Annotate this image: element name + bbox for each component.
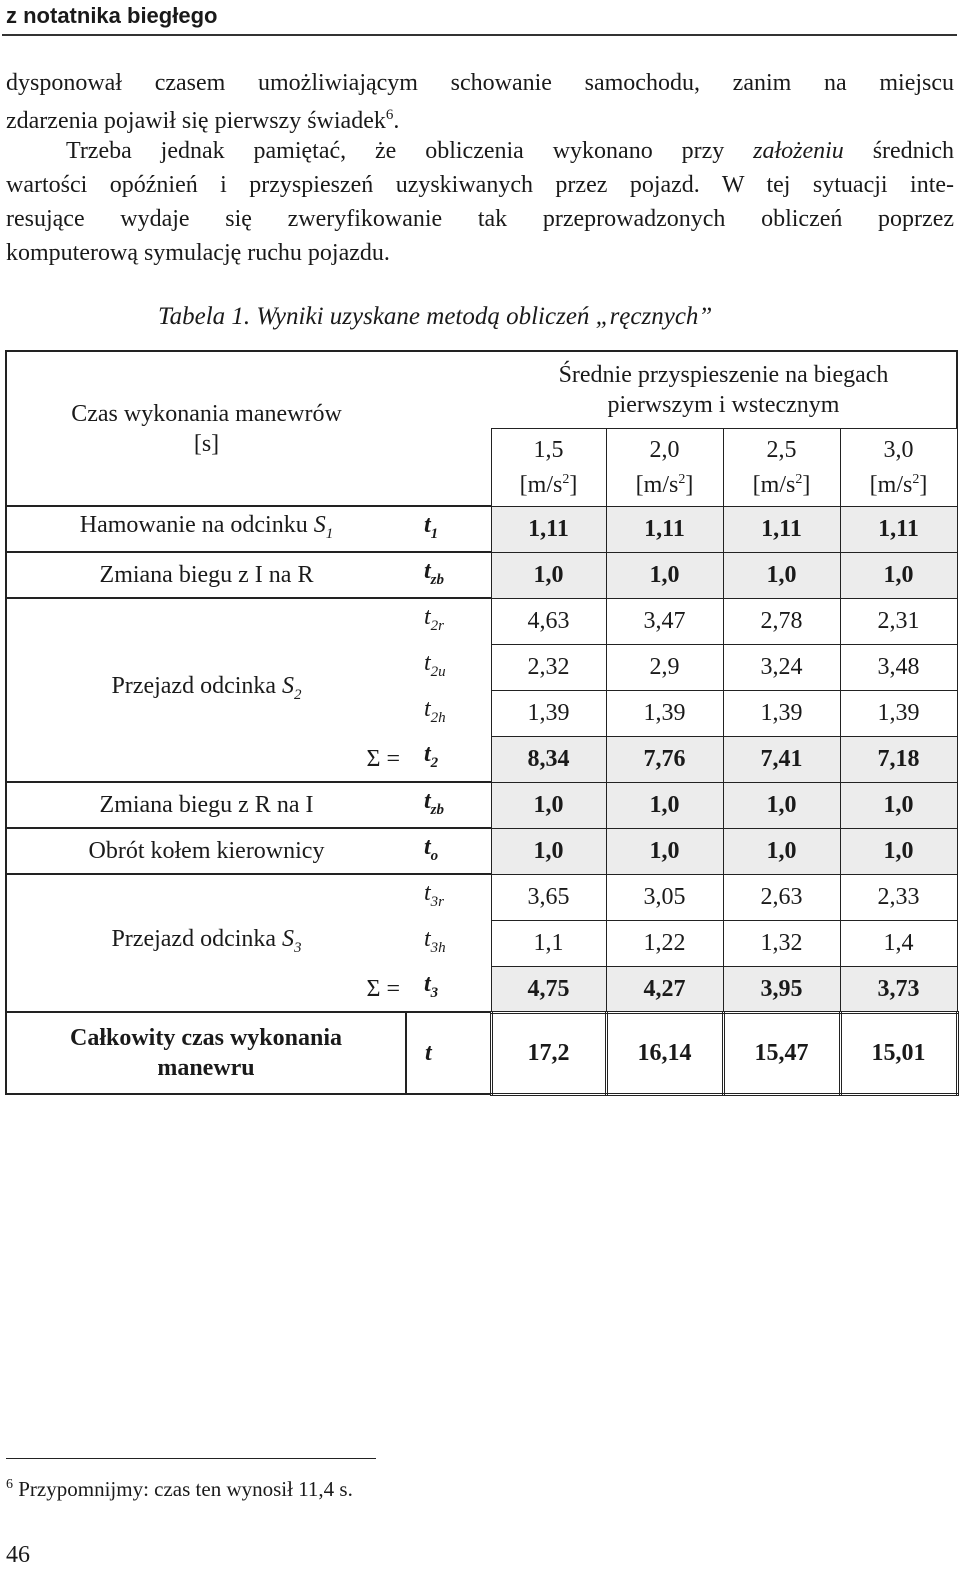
value-cell: 1,11 <box>723 506 840 552</box>
value-cell: 1,39 <box>606 690 723 736</box>
head-group: Średnie przyspieszenie na biegach pierwszym i wstecznym <box>491 351 957 428</box>
value-cell: 1,11 <box>606 506 723 552</box>
value-cell: 3,73 <box>840 966 957 1012</box>
row-symbol: $t_o$ <box>406 828 491 874</box>
row-label: Obrót kołem kierownicy <box>6 828 406 874</box>
body-line-6: komputerową symulację ruchu pojazdu. <box>6 240 390 266</box>
row-symbol: $t_{zb}$ <box>406 552 491 598</box>
value-cell: 1,0 <box>840 782 957 828</box>
italic-word: założeniu <box>753 138 844 164</box>
table-row <box>6 506 957 552</box>
value-cell: 1,22 <box>606 920 723 966</box>
value-cell: 1,0 <box>606 828 723 874</box>
body-line-1: dysponował czasem umożliwiającym schowanie samochodu, zanim na miejscu <box>6 70 954 96</box>
row-symbol: t <box>406 1012 491 1094</box>
row-symbol: $t_{2h}$ <box>424 695 446 726</box>
head-accel-4: 3,0 $[m/s^2]$ <box>840 428 957 506</box>
body-line-2: zdarzenia pojawił się pierwszy świadek$^6$. <box>6 107 400 134</box>
table-row <box>6 1012 957 1094</box>
head-accel-2: 2,0 $[m/s^2]$ <box>606 428 723 506</box>
value-cell: 7,18 <box>840 736 957 782</box>
table-row <box>6 874 957 920</box>
table-row <box>6 782 957 828</box>
value-cell: 7,41 <box>723 736 840 782</box>
value-cell: 2,9 <box>606 644 723 690</box>
row-symbol: $t_{2r}$ <box>424 604 445 634</box>
value-cell: 15,47 <box>723 1012 840 1094</box>
row-label: Hamowanie na odcinku $S_1$ <box>6 506 406 552</box>
body-line-4: wartości opóźnień i przyspieszeń uzyskiwanych przez pojazd. W tej sytuacji inte- <box>6 172 954 198</box>
footnote-separator <box>6 1458 376 1459</box>
sigma-label: Σ = <box>6 736 406 782</box>
results-table <box>5 350 959 1096</box>
row-symbol: $t_{zb}$ <box>406 782 491 828</box>
value-cell: 3,95 <box>723 966 840 1012</box>
value-cell: 2,32 <box>491 644 606 690</box>
footnote-ref: 6 <box>385 107 394 123</box>
table-row <box>6 966 957 1012</box>
value-cell: 3,24 <box>723 644 840 690</box>
value-cell: 1,0 <box>840 552 957 598</box>
row-symbol: $t_{2u}$ <box>424 649 446 680</box>
value-cell: 1,11 <box>491 506 606 552</box>
value-cell: 2,33 <box>840 874 957 920</box>
row-label: Przejazd odcinka $S_2$ <box>6 598 406 736</box>
row-symbol: $t_1$ <box>406 506 491 552</box>
value-cell: 1,0 <box>491 552 606 598</box>
footnote: $^6$ Przypomnijmy: czas ten wynosił 11,4 s. <box>6 1477 353 1501</box>
table-row <box>6 598 957 644</box>
row-symbol: $t_{3r}$ <box>424 880 445 910</box>
value-cell: 2,31 <box>840 598 957 644</box>
value-cell: 16,14 <box>606 1012 723 1094</box>
value-cell: 1,11 <box>840 506 957 552</box>
value-cell: 17,2 <box>491 1012 606 1094</box>
row-symbol: $t_2$ <box>406 736 491 782</box>
row-label: Przejazd odcinka $S_3$ <box>6 874 406 966</box>
value-cell: 3,05 <box>606 874 723 920</box>
header-title: z notatnika biegłego <box>6 3 218 28</box>
head-left: Czas wykonania manewrów [s] <box>6 351 406 506</box>
value-cell: 2,78 <box>723 598 840 644</box>
table-row <box>6 828 957 874</box>
value-cell: 15,01 <box>840 1012 957 1094</box>
table-row <box>6 552 957 598</box>
table-row <box>6 736 957 782</box>
value-cell: 1,0 <box>723 552 840 598</box>
value-cell: 1,39 <box>723 690 840 736</box>
table-caption: Tabela 1. Wyniki uzyskane metodą obliczeń „ręcznych” <box>158 303 713 330</box>
value-cell: 8,34 <box>491 736 606 782</box>
value-cell: 1,0 <box>606 782 723 828</box>
value-cell: 1,39 <box>840 690 957 736</box>
value-cell: 4,27 <box>606 966 723 1012</box>
value-cell: 1,0 <box>840 828 957 874</box>
value-cell: 3,65 <box>491 874 606 920</box>
value-cell: 1,32 <box>723 920 840 966</box>
sigma-label: Σ = <box>6 966 406 1012</box>
value-cell: 1,0 <box>491 782 606 828</box>
row-label: Zmiana biegu z I na R <box>6 552 406 598</box>
body-line-3: Trzeba jednak pamiętać, że obliczenia wykonano przy założeniu średnich <box>66 138 954 164</box>
value-cell: 1,0 <box>491 828 606 874</box>
body-line-5: resujące wydaje się zweryfikowanie tak przeprowadzonych obliczeń poprzez <box>6 206 954 232</box>
value-cell: 1,1 <box>491 920 606 966</box>
value-cell: 1,39 <box>491 690 606 736</box>
value-cell: 3,47 <box>606 598 723 644</box>
running-header <box>2 0 957 36</box>
value-cell: 2,63 <box>723 874 840 920</box>
row-label: Zmiana biegu z R na I <box>6 782 406 828</box>
value-cell: 3,48 <box>840 644 957 690</box>
head-accel-1: 1,5 $[m/s^2]$ <box>491 428 606 506</box>
value-cell: 4,75 <box>491 966 606 1012</box>
page-number: 46 <box>6 1542 30 1568</box>
row-symbol: $t_3$ <box>406 966 491 1012</box>
value-cell: 1,0 <box>723 782 840 828</box>
head-accel-3: 2,5 $[m/s^2]$ <box>723 428 840 506</box>
value-cell: 1,0 <box>606 552 723 598</box>
value-cell: 7,76 <box>606 736 723 782</box>
row-symbol: $t_{3h}$ <box>424 925 446 956</box>
total-label: Całkowity czas wykonania manewru <box>6 1012 406 1094</box>
value-cell: 1,0 <box>723 828 840 874</box>
value-cell: 1,4 <box>840 920 957 966</box>
value-cell: 4,63 <box>491 598 606 644</box>
